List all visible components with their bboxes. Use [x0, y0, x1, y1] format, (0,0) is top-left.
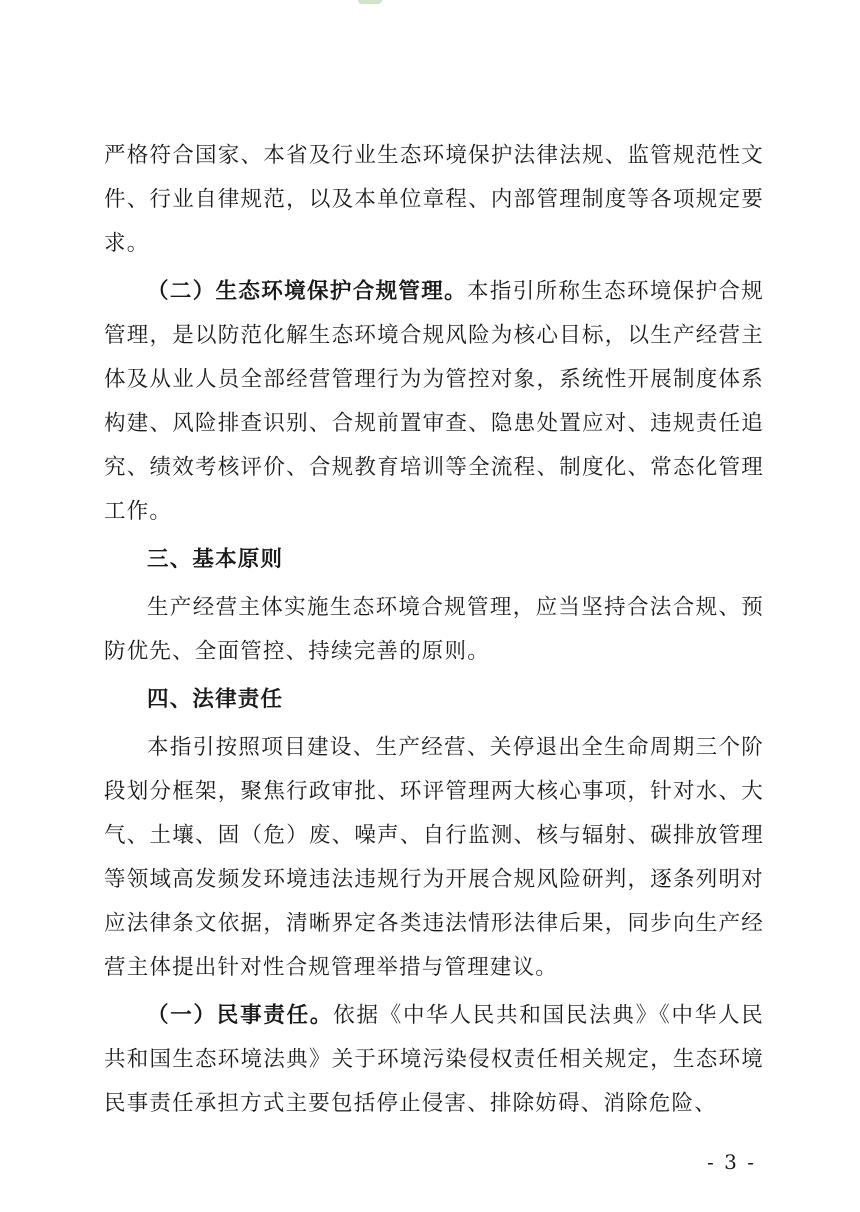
intro-paragraph: 严格符合国家、本省及行业生态环境保护法律法规、监管规范性文件、行业自律规范，以及本单位章程、内部管理制度等各项规定要求。: [104, 143, 764, 256]
civil-liability-paragraph: [104, 994, 764, 1126]
civil-liability-lead: （一）民事责任。: [147, 1003, 334, 1028]
page-number: - 3 -: [707, 1150, 756, 1174]
section-2-paragraph: [104, 270, 764, 534]
principles-paragraph: 生产经营主体实施生态环境合规管理，应当坚持合法合规、预防优先、全面管控、持续完善的原则。: [104, 595, 764, 664]
civil-liability-body: 依据《中华人民共和国民法典》《中华人民共和国生态环境法典》关于环境污染侵权责任相关规定，生态环境民事责任承担方式主要包括停止侵害、排除妨碍、消除危险、: [104, 1003, 764, 1116]
heading-basic-principles: 三、基本原则: [147, 547, 284, 572]
section-2-lead: （二）生态环境保护合规管理。: [147, 279, 467, 304]
top-edge-mark: [358, 0, 382, 4]
document-page: [104, 134, 764, 1130]
heading-legal-liability: 四、法律责任: [147, 687, 284, 712]
section-2-body: 本指引所称生态环境保护合规管理，是以防范化解生态环境合规风险为核心目标，以生产经营主体及从业人员全部经营管理行为为管控对象，系统性开展制度体系构建、风险排查识别、合规前置审查、隐患处置应对、违规责任追究、绩效考核评价、合规教育培训等全流程、制度化、常态化管理工作。: [104, 279, 764, 524]
liability-paragraph: 本指引按照项目建设、生产经营、关停退出全生命周期三个阶段划分框架，聚焦行政审批、环评管理两大核心事项，针对水、大气、土壤、固（危）废、噪声、自行监测、核与辐射、碳排放管理等领域高发频发环境违法违规行为开展合规风险研判，逐条列明对应法律条文依据，清晰界定各类违法情形法律后果，同步向生产经营主体提出针对性合规管理举措与管理建议。: [104, 735, 764, 980]
